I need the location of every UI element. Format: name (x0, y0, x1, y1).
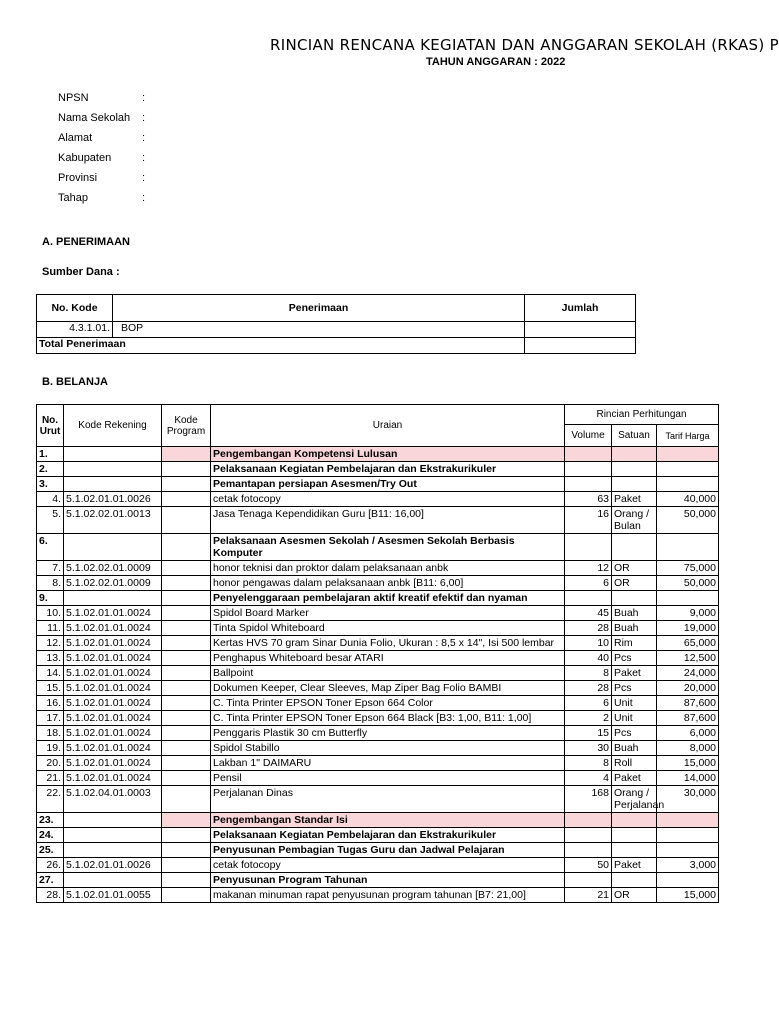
row-volume (565, 447, 612, 462)
row-volume: 40 (565, 651, 612, 666)
row-kode-rekening: 5.1.02.01.01.0024 (64, 651, 162, 666)
row-volume: 12 (565, 561, 612, 576)
table-row (37, 462, 719, 477)
row-no: 26. (37, 858, 64, 873)
row-kode-program (162, 771, 211, 786)
penerimaan-kode: 4.3.1.01. (37, 322, 113, 338)
row-satuan: Paket (612, 666, 657, 681)
row-volume (565, 873, 612, 888)
identity-colon: : (142, 132, 146, 144)
row-no: 6. (37, 534, 64, 561)
row-tarif-harga: 40,000 (657, 492, 719, 507)
row-volume: 28 (565, 621, 612, 636)
page-title: RINCIAN RENCANA KEGIATAN DAN ANGGARAN SEKOLAH (RKAS) P (270, 36, 779, 54)
row-no: 13. (37, 651, 64, 666)
row-satuan: Unit (612, 696, 657, 711)
table-row (37, 741, 719, 756)
row-satuan: Pcs (612, 726, 657, 741)
row-tarif-harga: 14,000 (657, 771, 719, 786)
header-kode-rekening: Kode Rekening (64, 405, 162, 447)
table-row (37, 621, 719, 636)
row-volume (565, 843, 612, 858)
row-tarif-harga (657, 534, 719, 561)
row-satuan: Roll (612, 756, 657, 771)
penerimaan-header-row (37, 295, 636, 322)
row-satuan (612, 843, 657, 858)
row-kode-rekening: 5.1.02.01.01.0024 (64, 666, 162, 681)
row-satuan: OR (612, 888, 657, 903)
table-row (37, 888, 719, 903)
row-volume: 8 (565, 756, 612, 771)
header-tarif-harga: Tarif Harga (657, 425, 719, 447)
identity-row-tahap (58, 192, 154, 212)
row-tarif-harga: 75,000 (657, 561, 719, 576)
row-uraian: Tinta Spidol Whiteboard (211, 621, 565, 636)
row-no: 4. (37, 492, 64, 507)
row-kode-program (162, 786, 211, 813)
row-kode-program (162, 492, 211, 507)
row-uraian: cetak fotocopy (211, 492, 565, 507)
row-uraian: makanan minuman rapat penyusunan program tahunan [B7: 21,00] (211, 888, 565, 903)
row-volume: 15 (565, 726, 612, 741)
header-jumlah: Jumlah (525, 295, 636, 322)
row-no: 16. (37, 696, 64, 711)
row-uraian: Pengembangan Standar Isi (211, 813, 565, 828)
row-volume: 168 (565, 786, 612, 813)
penerimaan-total-row (37, 338, 636, 354)
row-satuan: Orang / Bulan (612, 507, 657, 534)
row-no: 20. (37, 756, 64, 771)
row-volume: 16 (565, 507, 612, 534)
row-kode-rekening: 5.1.02.01.01.0024 (64, 696, 162, 711)
row-volume: 63 (565, 492, 612, 507)
penerimaan-table (36, 294, 636, 354)
row-kode-program (162, 507, 211, 534)
row-kode-rekening (64, 534, 162, 561)
table-row (37, 843, 719, 858)
table-row (37, 477, 719, 492)
row-kode-program (162, 813, 211, 828)
total-penerimaan-value (525, 338, 636, 354)
row-no: 7. (37, 561, 64, 576)
row-no: 19. (37, 741, 64, 756)
row-kode-rekening (64, 591, 162, 606)
row-satuan: Buah (612, 606, 657, 621)
row-kode-program (162, 561, 211, 576)
row-satuan (612, 477, 657, 492)
row-kode-rekening (64, 813, 162, 828)
row-satuan (612, 591, 657, 606)
row-uraian: Lakban 1" DAIMARU (211, 756, 565, 771)
table-row (37, 651, 719, 666)
row-kode-program (162, 534, 211, 561)
row-kode-rekening: 5.1.02.01.01.0024 (64, 771, 162, 786)
identity-label: Alamat (58, 132, 93, 144)
row-no: 27. (37, 873, 64, 888)
row-kode-rekening: 5.1.02.01.01.0026 (64, 858, 162, 873)
row-kode-rekening: 5.1.02.01.01.0024 (64, 606, 162, 621)
row-uraian: Pemantapan persiapan Asesmen/Try Out (211, 477, 565, 492)
row-kode-rekening: 5.1.02.01.01.0024 (64, 621, 162, 636)
table-row (37, 711, 719, 726)
row-kode-rekening (64, 843, 162, 858)
table-row (37, 561, 719, 576)
row-kode-program (162, 741, 211, 756)
row-no: 12. (37, 636, 64, 651)
row-tarif-harga: 30,000 (657, 786, 719, 813)
row-kode-rekening: 5.1.02.01.01.0024 (64, 711, 162, 726)
row-satuan (612, 462, 657, 477)
row-kode-program (162, 828, 211, 843)
identity-colon: : (142, 152, 146, 164)
row-tarif-harga: 87,600 (657, 711, 719, 726)
row-kode-rekening (64, 447, 162, 462)
table-row (37, 534, 719, 561)
row-kode-rekening: 5.1.02.01.01.0024 (64, 756, 162, 771)
row-uraian: honor teknisi dan proktor dalam pelaksanaan anbk (211, 561, 565, 576)
penerimaan-name: BOP (113, 322, 525, 338)
identity-colon: : (142, 192, 146, 204)
table-row (37, 756, 719, 771)
row-no: 10. (37, 606, 64, 621)
header-no-urut: No. Urut (37, 405, 64, 447)
row-kode-rekening (64, 873, 162, 888)
row-kode-rekening: 5.1.02.04.01.0003 (64, 786, 162, 813)
table-row (37, 828, 719, 843)
row-kode-rekening: 5.1.02.02.01.0009 (64, 576, 162, 591)
penerimaan-jumlah (525, 322, 636, 338)
row-volume: 6 (565, 696, 612, 711)
sumber-dana-label: Sumber Dana : (42, 266, 120, 278)
table-row (37, 666, 719, 681)
row-tarif-harga: 3,000 (657, 858, 719, 873)
row-satuan (612, 447, 657, 462)
row-no: 24. (37, 828, 64, 843)
row-tarif-harga: 15,000 (657, 888, 719, 903)
row-uraian: Jasa Tenaga Kependidikan Guru [B11: 16,00] (211, 507, 565, 534)
table-row (37, 447, 719, 462)
row-kode-rekening: 5.1.02.01.01.0055 (64, 888, 162, 903)
row-satuan: OR (612, 576, 657, 591)
row-satuan: Paket (612, 858, 657, 873)
row-tarif-harga: 87,600 (657, 696, 719, 711)
table-row (37, 771, 719, 786)
row-no: 22. (37, 786, 64, 813)
row-kode-program (162, 636, 211, 651)
row-no: 5. (37, 507, 64, 534)
row-uraian: Penyusunan Program Tahunan (211, 873, 565, 888)
row-kode-rekening: 5.1.02.01.01.0026 (64, 492, 162, 507)
row-satuan: Paket (612, 492, 657, 507)
row-kode-program (162, 843, 211, 858)
row-tarif-harga: 50,000 (657, 507, 719, 534)
row-satuan: OR (612, 561, 657, 576)
identity-row-alamat (58, 132, 154, 152)
identity-colon: : (142, 112, 146, 124)
table-row (37, 681, 719, 696)
row-volume: 50 (565, 858, 612, 873)
row-kode-rekening (64, 462, 162, 477)
row-kode-program (162, 681, 211, 696)
belanja-body (37, 447, 719, 903)
row-uraian: Penyusunan Pembagian Tugas Guru dan Jadwal Pelajaran (211, 843, 565, 858)
row-volume (565, 462, 612, 477)
row-satuan (612, 873, 657, 888)
row-kode-program (162, 477, 211, 492)
row-no: 14. (37, 666, 64, 681)
row-tarif-harga: 12,500 (657, 651, 719, 666)
row-kode-program (162, 651, 211, 666)
row-tarif-harga: 20,000 (657, 681, 719, 696)
row-tarif-harga (657, 477, 719, 492)
row-kode-rekening (64, 828, 162, 843)
row-no: 21. (37, 771, 64, 786)
row-kode-program (162, 756, 211, 771)
row-uraian: Pelaksanaan Asesmen Sekolah / Asesmen Sekolah Berbasis Komputer (211, 534, 565, 561)
row-kode-program (162, 576, 211, 591)
penerimaan-row (37, 322, 636, 338)
row-tarif-harga (657, 462, 719, 477)
table-row (37, 507, 719, 534)
row-satuan (612, 813, 657, 828)
row-kode-program (162, 873, 211, 888)
row-satuan: Orang / Perjalanan (612, 786, 657, 813)
table-row (37, 576, 719, 591)
identity-block (58, 92, 154, 212)
row-kode-program (162, 711, 211, 726)
row-no: 11. (37, 621, 64, 636)
row-uraian: cetak fotocopy (211, 858, 565, 873)
row-uraian: Spidol Stabillo (211, 741, 565, 756)
row-uraian: Pelaksanaan Kegiatan Pembelajaran dan Ekstrakurikuler (211, 462, 565, 477)
row-no: 1. (37, 447, 64, 462)
row-tarif-harga: 9,000 (657, 606, 719, 621)
row-tarif-harga: 24,000 (657, 666, 719, 681)
header-satuan: Satuan (612, 425, 657, 447)
row-satuan: Buah (612, 621, 657, 636)
row-kode-rekening: 5.1.02.01.01.0024 (64, 681, 162, 696)
row-no: 17. (37, 711, 64, 726)
belanja-header-row-1 (37, 405, 719, 425)
row-kode-rekening: 5.1.02.01.01.0024 (64, 636, 162, 651)
row-tarif-harga: 65,000 (657, 636, 719, 651)
row-no: 9. (37, 591, 64, 606)
row-uraian: Ballpoint (211, 666, 565, 681)
identity-label: Kabupaten (58, 152, 112, 164)
row-volume: 21 (565, 888, 612, 903)
row-tarif-harga: 19,000 (657, 621, 719, 636)
row-tarif-harga (657, 591, 719, 606)
identity-label: Nama Sekolah (58, 112, 131, 124)
row-satuan (612, 828, 657, 843)
row-tarif-harga: 15,000 (657, 756, 719, 771)
row-tarif-harga (657, 813, 719, 828)
header-kode-program: Kode Program (162, 405, 211, 447)
header-penerimaan: Penerimaan (113, 295, 525, 322)
row-uraian: Pelaksanaan Kegiatan Pembelajaran dan Ekstrakurikuler (211, 828, 565, 843)
identity-row-provinsi (58, 172, 154, 192)
row-uraian: Penyelenggaraan pembelajaran aktif kreatif efektif dan nyaman (211, 591, 565, 606)
row-uraian: honor pengawas dalam pelaksanaan anbk [B11: 6,00] (211, 576, 565, 591)
row-satuan: Buah (612, 741, 657, 756)
row-uraian: Spidol Board Marker (211, 606, 565, 621)
row-kode-program (162, 591, 211, 606)
row-kode-rekening (64, 477, 162, 492)
row-no: 18. (37, 726, 64, 741)
row-volume: 4 (565, 771, 612, 786)
row-uraian: Pengembangan Kompetensi Lulusan (211, 447, 565, 462)
section-belanja-title: B. BELANJA (42, 376, 109, 388)
row-volume (565, 477, 612, 492)
table-row (37, 858, 719, 873)
table-row (37, 591, 719, 606)
row-tarif-harga (657, 828, 719, 843)
row-kode-program (162, 696, 211, 711)
row-kode-program (162, 888, 211, 903)
row-volume: 45 (565, 606, 612, 621)
row-tarif-harga (657, 447, 719, 462)
row-no: 28. (37, 888, 64, 903)
row-no: 2. (37, 462, 64, 477)
row-tarif-harga: 50,000 (657, 576, 719, 591)
identity-row-npsn (58, 92, 154, 112)
row-kode-program (162, 606, 211, 621)
total-penerimaan-label: Total Penerimaan (37, 338, 525, 354)
row-volume (565, 828, 612, 843)
row-satuan (612, 534, 657, 561)
row-no: 23. (37, 813, 64, 828)
row-volume: 8 (565, 666, 612, 681)
table-row (37, 873, 719, 888)
row-tarif-harga (657, 873, 719, 888)
section-penerimaan-title: A. PENERIMAAN (42, 236, 131, 248)
row-kode-rekening: 5.1.02.02.01.0013 (64, 507, 162, 534)
row-volume: 30 (565, 741, 612, 756)
row-kode-program (162, 666, 211, 681)
identity-row-kabupaten (58, 152, 154, 172)
row-tarif-harga (657, 843, 719, 858)
table-row (37, 636, 719, 651)
row-no: 15. (37, 681, 64, 696)
row-uraian: C. Tinta Printer EPSON Toner Epson 664 Black [B3: 1,00, B11: 1,00] (211, 711, 565, 726)
row-kode-rekening: 5.1.02.02.01.0009 (64, 561, 162, 576)
identity-label: Tahap (58, 192, 88, 204)
row-uraian: C. Tinta Printer EPSON Toner Epson 664 Color (211, 696, 565, 711)
row-volume: 10 (565, 636, 612, 651)
row-no: 25. (37, 843, 64, 858)
row-no: 8. (37, 576, 64, 591)
table-row (37, 813, 719, 828)
table-row (37, 726, 719, 741)
table-row (37, 786, 719, 813)
fiscal-year-subtitle: TAHUN ANGGARAN : 2022 (426, 56, 566, 68)
row-volume (565, 591, 612, 606)
table-row (37, 696, 719, 711)
row-kode-rekening: 5.1.02.01.01.0024 (64, 741, 162, 756)
row-uraian: Perjalanan Dinas (211, 786, 565, 813)
identity-label: NPSN (58, 92, 89, 104)
identity-label: Provinsi (58, 172, 98, 184)
header-no-kode: No. Kode (37, 295, 113, 322)
row-satuan: Pcs (612, 681, 657, 696)
header-volume: Volume (565, 425, 612, 447)
row-satuan: Pcs (612, 651, 657, 666)
table-row (37, 606, 719, 621)
identity-colon: : (142, 172, 146, 184)
row-satuan: Paket (612, 771, 657, 786)
row-uraian: Penghapus Whiteboard besar ATARI (211, 651, 565, 666)
row-kode-rekening: 5.1.02.01.01.0024 (64, 726, 162, 741)
row-kode-program (162, 858, 211, 873)
row-volume: 6 (565, 576, 612, 591)
row-volume: 28 (565, 681, 612, 696)
row-kode-program (162, 726, 211, 741)
row-volume (565, 813, 612, 828)
row-tarif-harga: 6,000 (657, 726, 719, 741)
row-satuan: Unit (612, 711, 657, 726)
row-volume (565, 534, 612, 561)
row-kode-program (162, 462, 211, 477)
row-volume: 2 (565, 711, 612, 726)
row-uraian: Pensil (211, 771, 565, 786)
header-uraian: Uraian (211, 405, 565, 447)
row-uraian: Dokumen Keeper, Clear Sleeves, Map Ziper Bag Folio BAMBI (211, 681, 565, 696)
identity-colon: : (142, 92, 146, 104)
row-no: 3. (37, 477, 64, 492)
header-rincian-perhitungan: Rincian Perhitungan (565, 405, 719, 425)
row-kode-program (162, 621, 211, 636)
belanja-table (36, 404, 719, 903)
row-satuan: Rim (612, 636, 657, 651)
row-tarif-harga: 8,000 (657, 741, 719, 756)
identity-row-nama-sekolah (58, 112, 154, 132)
table-row (37, 492, 719, 507)
row-kode-program (162, 447, 211, 462)
row-uraian: Penggaris Plastik 30 cm Butterfly (211, 726, 565, 741)
row-uraian: Kertas HVS 70 gram Sinar Dunia Folio, Ukuran : 8,5 x 14", Isi 500 lembar (211, 636, 565, 651)
